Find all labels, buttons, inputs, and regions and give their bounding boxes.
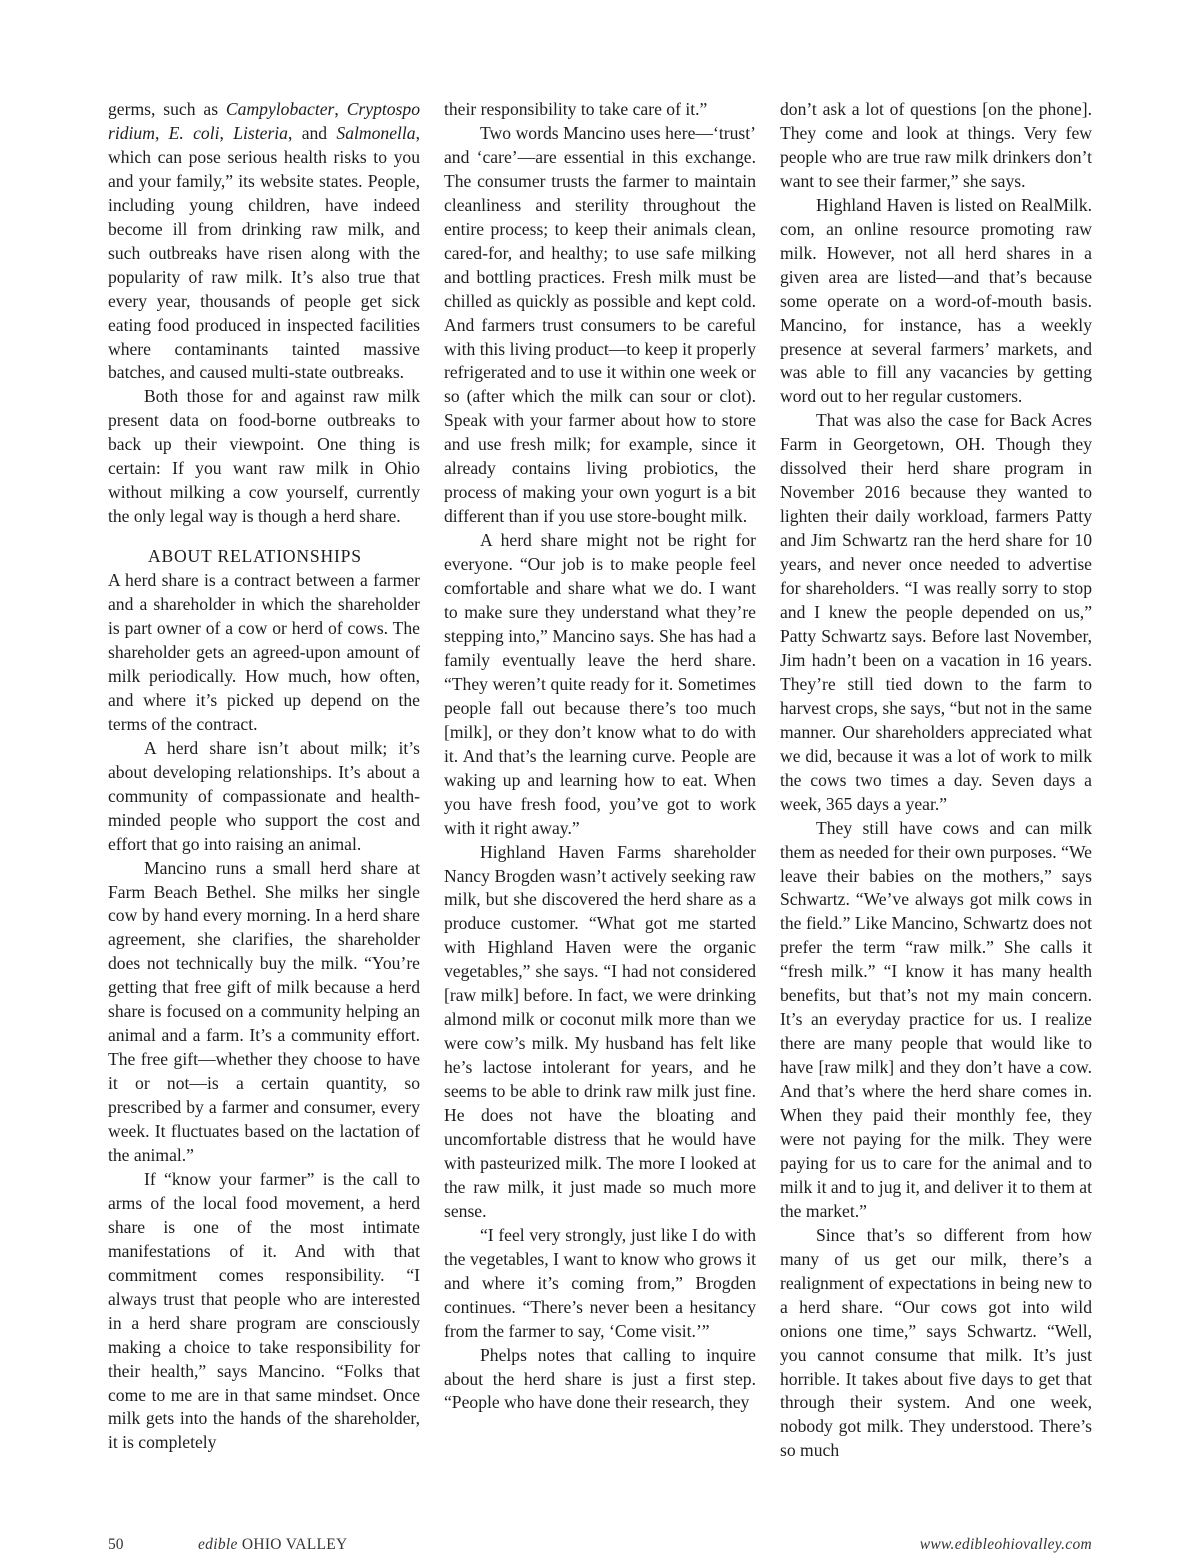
article-paragraph: [444, 1224, 756, 1344]
magazine-name-italic: edible: [198, 1536, 238, 1553]
text-run: don’t ask a lot of questions [on the phone]. They come and look at things. Very few people who are true raw milk drinkers don’t want to see their farmer,” she says.: [780, 99, 1092, 191]
article-paragraph: [108, 1168, 420, 1455]
article-column-2: [444, 98, 756, 1415]
article-paragraph: [108, 98, 420, 385]
article-paragraph: [780, 1224, 1092, 1464]
article-paragraph: [444, 841, 756, 1224]
text-run: Two words Mancino uses here—‘trust’ and ‘care’—are essential in this exchange. The consumer trusts the farmer to maintain cleanliness and sterility throughout the entire process; to keep their animals clean, cared-for, and healthy; to use safe milking and bottling practices. Fresh milk must be chilled as quickly as possible and kept cold. And farmers trust consumers to be careful with this living product—to keep it properly refrigerated and to use it within one week or so (after which the milk can sour or clot). Speak with your farmer about how to store and use fresh milk; for example, since it already contains living probiotics, the process of making your own yogurt is a bit different than if you use store-bought milk.: [444, 122, 756, 527]
text-run: Mancino runs a small herd share at Farm Beach Bethel. She milks her single cow by hand every morning. In a herd share agreement, she clarifies, the shareholder does not technically buy the milk. “You’re getting that free gift of milk because a herd share is focused on a community helping an animal and a farm. It’s a community effort. The free gift—whether they choose to have it or not—is a certain quantity, so prescribed by a farmer and consumer, every week. It fluctuates based on the lactation of the animal.”: [108, 857, 420, 1165]
text-run: Highland Haven Farms shareholder Nancy Brogden wasn’t actively seeking raw milk, but she discovered the herd share as a produce customer. “What got me started with Highland Haven were the organic vegetables,” she says. “I had not considered [raw milk] before. In fact, we were drinking almond milk or coconut milk more than we were cow’s milk. My husband has felt like he’s lactose intolerant for years, and he seems to be able to drink raw milk just fine. He does not have the bloating and uncomfortable distress that he would have with pasteurized milk. The more I looked at the raw milk, it just made so much more sense.: [444, 841, 756, 1221]
page-number: 50: [108, 1536, 124, 1553]
article-column-1: [108, 98, 420, 1455]
article-paragraph: [108, 737, 420, 857]
text-run: Since that’s so different from how many of us get our milk, there’s a realignment of expectations in being new to a herd share. “Our cows got into wild onions one time,” says Schwartz. “Well, you cannot consume that milk. It’s just horrible. It takes about five days to get that through their system. And one week, nobody got milk. They understood. There’s so much: [780, 1224, 1092, 1461]
text-run: ,: [219, 122, 234, 143]
website-url: www.edibleohiovalley.com: [919, 1536, 1092, 1553]
text-run: Phelps notes that calling to inquire about the herd share is just a first step. “People who have done their research, they: [444, 1344, 756, 1413]
text-run: germs, such as: [108, 99, 226, 119]
text-run: “I feel very strongly, just like I do with the vegetables, I want to know who grows it and where it’s coming from,” Brogden continues. “There’s never been a hesitancy from the farmer to say, ‘Come visit.’”: [444, 1224, 756, 1341]
text-run: Both those for and against raw milk present data on food-borne outbreaks to back up their viewpoint. One thing is certain: If you want raw milk in Ohio without milking a cow yourself, currently the only legal way is though a herd share.: [108, 386, 420, 527]
article-paragraph: [444, 529, 756, 840]
text-run: , which can pose serious health risks to you and your family,” its website states. People, including young children, have indeed become ill from drinking raw milk, and such outbreaks have risen along with the popularity of raw milk. It’s also true that every year, thousands of people get sick eating food produced in inspected facilities where contaminants tainted massive batches, and caused multi-state outbreaks.: [108, 122, 420, 383]
article-paragraph: [780, 194, 1092, 410]
text-run: A herd share is a contract between a farmer and a shareholder in which the shareholder is part owner of a cow or herd of cows. The shareholder gets an agreed-upon amount of milk periodically. How much, how often, and where it’s picked up depend on the terms of the contract.: [108, 570, 420, 734]
text-run: ,: [154, 122, 169, 143]
text-run: A herd share might not be right for everyone. “Our job is to make people feel comfortable and share what we do. I want to make sure they understand what they’re stepping into,” Mancino says. She has had a family eventually leave the herd share. “They weren’t quite ready for it. Sometimes people fall out because there’s too much [milk], or they don’t know what to do with it. And that’s the learning curve. People are waking up and learning how to eat. When you have fresh food, you’ve got to work with it right away.”: [444, 530, 756, 838]
text-run: ,: [334, 99, 347, 119]
text-run: If “know your farmer” is the call to arms of the local food movement, a herd share is one of the most intimate manifestations of it. And with that commitment comes responsibility. “I always trust that people who are interested in a herd share program are consciously making a choice to take responsibility for their health,” says Mancino. “Folks that come to me are in that same mindset. Once milk gets into the hands of the shareholder, it is completely: [108, 1168, 420, 1453]
section-heading: ABOUT RELATIONSHIPS: [148, 546, 362, 567]
article-paragraph: [780, 817, 1092, 1224]
text-run: That was also the case for Back Acres Farm in Georgetown, OH. Though they dissolved their herd share program in November 2016 because they wanted to lighten their daily workload, farmers Patty and Jim Schwartz ran the herd share for 10 years, and never once needed to advertise for shareholders. “I was really sorry to stop and I knew the people depended on us,” Patty Schwartz says. Before last November, Jim hadn’t been on a vacation in 16 years. They’re still tied down to the farm to harvest crops, she says, “but not in the same manner. Our shareholders appreciated what we did, because it was a lot of work to milk the cows two times a day. Seven days a week, 365 days a year.”: [780, 410, 1092, 814]
italic-term: E. coli: [168, 122, 220, 143]
article-paragraph: [444, 1344, 756, 1416]
article-paragraph: [780, 409, 1092, 816]
italic-term: Salmonella: [336, 122, 416, 143]
text-run: , and: [287, 122, 337, 143]
text-run: Highland Haven is listed on RealMilk. com, an online resource promoting raw milk. However, not all herd shares in a given area are listed—and that’s because some operate on a word-of-mouth basis. Mancino, for instance, has a weekly presence at several farmers’ markets, and was able to fill any vacancies by getting word out to her regular customers.: [780, 194, 1092, 407]
article-paragraph: [780, 98, 1092, 194]
text-run: They still have cows and can milk them as needed for their own purposes. “We leave their babies on the mothers,” says Schwartz. “We’ve always got milk cows in the field.” Like Mancino, Schwartz does not prefer the term “raw milk.” She calls it “fresh milk.” “I know it has many health benefits, but that’s not my main concern. It’s an everyday practice for us. I realize there are many people that would like to have [raw milk] and they don’t have a cow. And that’s where the herd share comes in. When they paid their monthly fee, they were not paying for the milk. They were paying for us to care for the animal and to milk it and to jug it, and deliver it to them at the market.”: [780, 817, 1092, 1221]
article-paragraph: [108, 857, 420, 1168]
article-paragraph: [108, 569, 420, 737]
magazine-name-rest: OHIO VALLEY: [237, 1536, 348, 1553]
article-paragraph: [108, 385, 420, 529]
italic-term: Campylobacter: [225, 99, 335, 119]
article-paragraph: [444, 98, 756, 122]
article-column-3: [780, 98, 1092, 1463]
magazine-name: [198, 1535, 348, 1555]
italic-term: Cryptospo ridium: [108, 99, 421, 143]
text-run: A herd share isn’t about milk; it’s about developing relationships. It’s about a community of compassionate and health-minded people who support the cost and effort that go into raising an animal.: [108, 737, 420, 854]
article-paragraph: [444, 122, 756, 529]
text-run: their responsibility to take care of it.”: [444, 99, 708, 119]
italic-term: Listeria: [233, 122, 288, 143]
